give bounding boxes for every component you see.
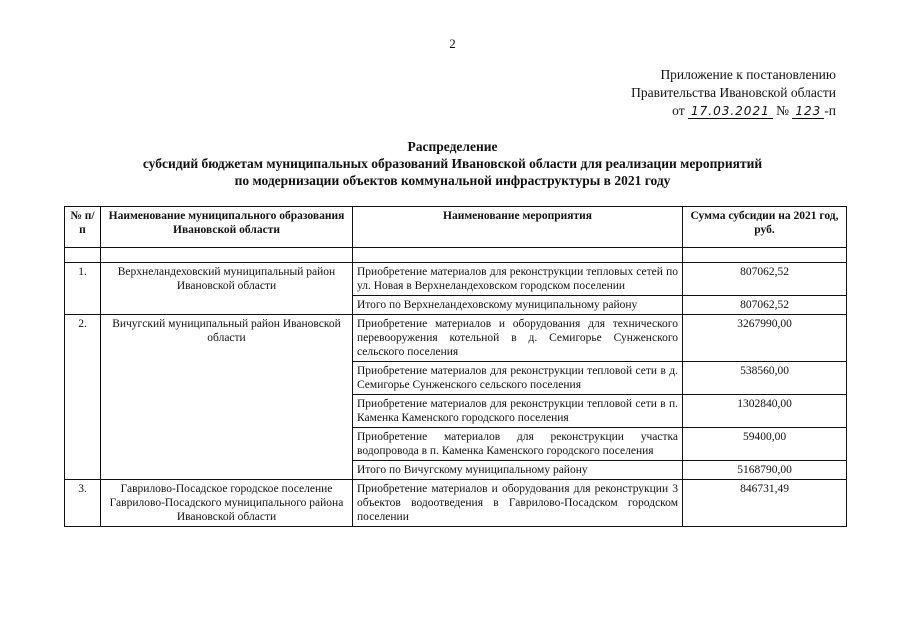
number-suffix: -п: [824, 103, 836, 118]
table-row: [65, 480, 847, 527]
header-num: № п/п: [65, 207, 101, 248]
subsidy-table: [64, 206, 847, 527]
municipality-name: Верхнеландеховский муниципальный район Ивановской области: [101, 263, 353, 315]
resolution-date: 17.03.2021: [688, 104, 773, 119]
number-label: №: [776, 103, 789, 118]
activity-name: Приобретение материалов для реконструкции тепловой сети в п. Каменка Каменского городского поселения: [353, 395, 683, 428]
subsidy-amount: 538560,00: [683, 362, 847, 395]
activity-name: Приобретение материалов и оборудования для технического перевооружения котельной в д. Семигорье Сунженского сельского поселения: [353, 315, 683, 362]
appendix-line-1: Приложение к постановлению: [660, 67, 836, 82]
header-activity: Наименование мероприятия: [353, 207, 683, 248]
subsidy-amount: 1302840,00: [683, 395, 847, 428]
header-sum: Сумма субсидии на 2021 год, руб.: [683, 207, 847, 248]
activity-name: Приобретение материалов для реконструкции тепловой сети в д. Семигорье Сунженского сельского поселения: [353, 362, 683, 395]
subsidy-amount: 807062,52: [683, 263, 847, 296]
table-header-row: [65, 207, 847, 248]
appendix-block: [631, 66, 836, 120]
title-line-3: по модернизации объектов коммунальной инфраструктуры в 2021 году: [234, 173, 671, 188]
row-number: 2.: [65, 315, 101, 480]
activity-name: Итого по Вичугскому муниципальному району: [353, 461, 683, 480]
subsidy-amount: 807062,52: [683, 296, 847, 315]
table-row: [65, 315, 847, 362]
row-number: 1.: [65, 263, 101, 315]
title-line-2: субсидий бюджетам муниципальных образований Ивановской области для реализации мероприятий: [142, 156, 763, 171]
activity-name: Приобретение материалов для реконструкции участка водопровода в п. Каменка Каменского городского поселения: [353, 428, 683, 461]
title-line-1: Распределение: [407, 139, 498, 154]
header-municipality: Наименование муниципального образования Ивановской области: [101, 207, 353, 248]
subsidy-amount: 3267990,00: [683, 315, 847, 362]
page-number: 2: [449, 36, 456, 51]
appendix-date-line: [631, 102, 836, 120]
activity-name: Приобретение материалов и оборудования для реконструкции 3 объектов водоотведения в Гаврилово-Посадском городском поселении: [353, 480, 683, 527]
activity-name: Итого по Верхнеландеховскому муниципальному району: [353, 296, 683, 315]
subsidy-amount: 59400,00: [683, 428, 847, 461]
document-title: [0, 138, 905, 189]
from-label: от: [672, 103, 685, 118]
municipality-name: Гаврилово-Посадское городское поселение Гаврилово-Посадского муниципального района Ивановской области: [101, 480, 353, 527]
municipality-name: Вичугский муниципальный район Ивановской области: [101, 315, 353, 480]
resolution-number: 123: [792, 104, 824, 119]
subsidy-amount: 5168790,00: [683, 461, 847, 480]
subsidy-amount: 846731,49: [683, 480, 847, 527]
row-number: 3.: [65, 480, 101, 527]
appendix-line-2: Правительства Ивановской области: [631, 85, 836, 100]
table-row: [65, 263, 847, 296]
activity-name: Приобретение материалов для реконструкции тепловых сетей по ул. Новая в Верхнеландеховском городском поселении: [353, 263, 683, 296]
header-spacer-row: [65, 248, 847, 263]
